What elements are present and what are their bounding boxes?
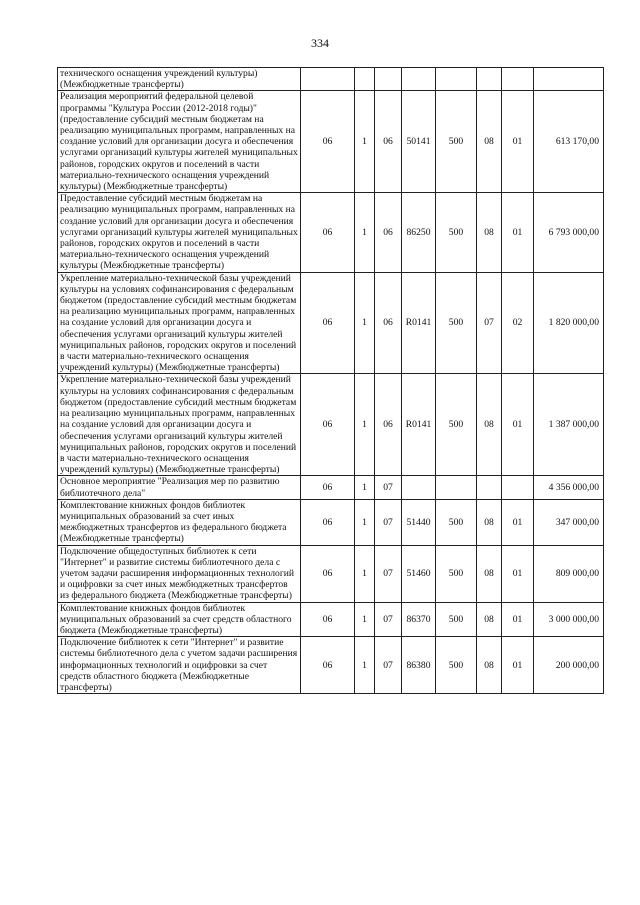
cell-event-code: 06	[375, 193, 402, 272]
cell-direction-code: 51440	[402, 499, 436, 545]
cell-ministry-code: 06	[301, 272, 355, 374]
cell-direction-code: 50141	[402, 91, 436, 193]
table-row	[58, 374, 604, 476]
row-description: Укрепление материально-технической базы учреждений культуры на условиях софинансирования с федеральным бюджетом (предоставление субсидий местным бюджетам на реализацию муниципальных программ, направленных на создание условий для организации досуга и обеспечения услугами организаций культуры жителей муниципальных районов, городских округов и поселений в части материально-технического оснащения учреждений культуры) (Межбюджетные трансферты)	[58, 272, 301, 374]
cell-direction-code: R0141	[402, 272, 436, 374]
cell-event-code: 07	[375, 476, 402, 499]
cell-subprogram-code: 1	[355, 545, 375, 602]
table-row	[58, 545, 604, 602]
cell-expense-type: 500	[436, 637, 477, 694]
cell-ministry-code: 06	[301, 374, 355, 476]
cell-event-code: 07	[375, 545, 402, 602]
cell-subprogram-code: 1	[355, 272, 375, 374]
cell-direction-code: 86370	[402, 602, 436, 637]
cell-event-code: 06	[375, 374, 402, 476]
cell-ministry-code: 06	[301, 637, 355, 694]
cell-expense-type: 500	[436, 374, 477, 476]
cell-subsection: 01	[502, 374, 534, 476]
cell-ministry-code: 06	[301, 499, 355, 545]
budget-table	[57, 67, 604, 694]
cell-amount: 613 170,00	[534, 91, 604, 193]
table-row	[58, 272, 604, 374]
cell-ministry-code: 06	[301, 193, 355, 272]
cell-amount: 809 000,00	[534, 545, 604, 602]
cell-amount: 4 356 000,00	[534, 476, 604, 499]
cell-expense-type: 500	[436, 193, 477, 272]
cell-section: 08	[477, 545, 502, 602]
cell-section	[477, 68, 502, 91]
table-row	[58, 91, 604, 193]
cell-section	[477, 476, 502, 499]
cell-subsection: 02	[502, 272, 534, 374]
cell-section: 08	[477, 637, 502, 694]
cell-subprogram-code: 1	[355, 476, 375, 499]
cell-expense-type: 500	[436, 602, 477, 637]
row-description: Реализация мероприятий федеральной целевой программы "Культура России (2012-2018 годы)" (предоставление субсидий местным бюджетам на реализацию муниципальных программ, направленных на создание условий для организации досуга и обеспечения услугами организаций культуры жителей муниципальных районов, городских округов и поселений в части материально-технического оснащения учреждений культуры) (Межбюджетные трансферты)	[58, 91, 301, 193]
cell-ministry-code: 06	[301, 545, 355, 602]
cell-direction-code: R0141	[402, 374, 436, 476]
table-row	[58, 193, 604, 272]
cell-section: 07	[477, 272, 502, 374]
cell-expense-type: 500	[436, 272, 477, 374]
cell-subprogram-code: 1	[355, 374, 375, 476]
cell-ministry-code: 06	[301, 602, 355, 637]
cell-expense-type: 500	[436, 91, 477, 193]
cell-ministry-code: 06	[301, 476, 355, 499]
cell-expense-type	[436, 68, 477, 91]
cell-amount: 1 820 000,00	[534, 272, 604, 374]
cell-subsection	[502, 68, 534, 91]
cell-expense-type: 500	[436, 545, 477, 602]
cell-direction-code: 86250	[402, 193, 436, 272]
cell-event-code: 06	[375, 272, 402, 374]
cell-subsection: 01	[502, 602, 534, 637]
cell-subprogram-code: 1	[355, 602, 375, 637]
cell-ministry-code	[301, 68, 355, 91]
cell-section: 08	[477, 91, 502, 193]
row-description: Предоставление субсидий местным бюджетам на реализацию муниципальных программ, направленных на создание условий для организации досуга и обеспечения услугами организаций культуры жителей муниципальных районов, городских округов и поселений в части материально-технического оснащения учреждений культуры (Межбюджетные трансферты)	[58, 193, 301, 272]
cell-amount: 6 793 000,00	[534, 193, 604, 272]
row-description: Комплектование книжных фондов библиотек муниципальных образований за счет иных межбюджетных трансфертов из федерального бюджета (Межбюджетные трансферты)	[58, 499, 301, 545]
cell-section: 08	[477, 193, 502, 272]
cell-direction-code	[402, 68, 436, 91]
cell-subprogram-code: 1	[355, 499, 375, 545]
page-number: 334	[311, 36, 329, 50]
cell-amount: 1 387 000,00	[534, 374, 604, 476]
cell-subsection: 01	[502, 545, 534, 602]
table-row	[58, 499, 604, 545]
cell-event-code: 06	[375, 91, 402, 193]
cell-subsection: 01	[502, 91, 534, 193]
cell-event-code: 07	[375, 602, 402, 637]
row-description: Подключение библиотек к сети "Интернет" и развитие системы библиотечного дела с учетом задачи расширения информационных технологий и оцифровки за счет средств областного бюджета (Межбюджетные трансферты)	[58, 637, 301, 694]
cell-subsection: 01	[502, 193, 534, 272]
cell-event-code: 07	[375, 637, 402, 694]
cell-ministry-code: 06	[301, 91, 355, 193]
row-description: Подключение общедоступных библиотек к сети "Интернет" и развитие системы библиотечного дела с учетом задачи расширения информационных технологий и оцифровки за счет иных межбюджетных трансфертов из федерального бюджета (Межбюджетные трансферты)	[58, 545, 301, 602]
row-description: технического оснащения учреждений культуры) (Межбюджетные трансферты)	[58, 68, 301, 91]
row-description: Комплектование книжных фондов библиотек муниципальных образований за счет средств областного бюджета (Межбюджетные трансферты)	[58, 602, 301, 637]
cell-direction-code	[402, 476, 436, 499]
cell-subprogram-code: 1	[355, 193, 375, 272]
table-row	[58, 602, 604, 637]
cell-expense-type	[436, 476, 477, 499]
cell-section: 08	[477, 602, 502, 637]
cell-amount: 3 000 000,00	[534, 602, 604, 637]
row-description: Укрепление материально-технической базы учреждений культуры на условиях софинансирования с федеральным бюджетом (предоставление субсидий местным бюджетам на реализацию муниципальных программ, направленных на создание условий для организации досуга и обеспечения услугами организаций культуры жителей муниципальных районов, городских округов и поселений в части материально-технического оснащения учреждений культуры) (Межбюджетные трансферты)	[58, 374, 301, 476]
cell-amount	[534, 68, 604, 91]
cell-direction-code: 86380	[402, 637, 436, 694]
cell-subsection: 01	[502, 499, 534, 545]
cell-subprogram-code: 1	[355, 637, 375, 694]
cell-subsection: 01	[502, 637, 534, 694]
cell-amount: 347 000,00	[534, 499, 604, 545]
cell-section: 08	[477, 499, 502, 545]
table-row	[58, 476, 604, 499]
cell-amount: 200 000,00	[534, 637, 604, 694]
cell-subprogram-code	[355, 68, 375, 91]
cell-section: 08	[477, 374, 502, 476]
cell-subsection	[502, 476, 534, 499]
table-row	[58, 637, 604, 694]
row-description: Основное мероприятие "Реализация мер по развитию библиотечного дела"	[58, 476, 301, 499]
cell-event-code: 07	[375, 499, 402, 545]
cell-direction-code: 51460	[402, 545, 436, 602]
cell-subprogram-code: 1	[355, 91, 375, 193]
table-row	[58, 68, 604, 91]
cell-event-code	[375, 68, 402, 91]
cell-expense-type: 500	[436, 499, 477, 545]
